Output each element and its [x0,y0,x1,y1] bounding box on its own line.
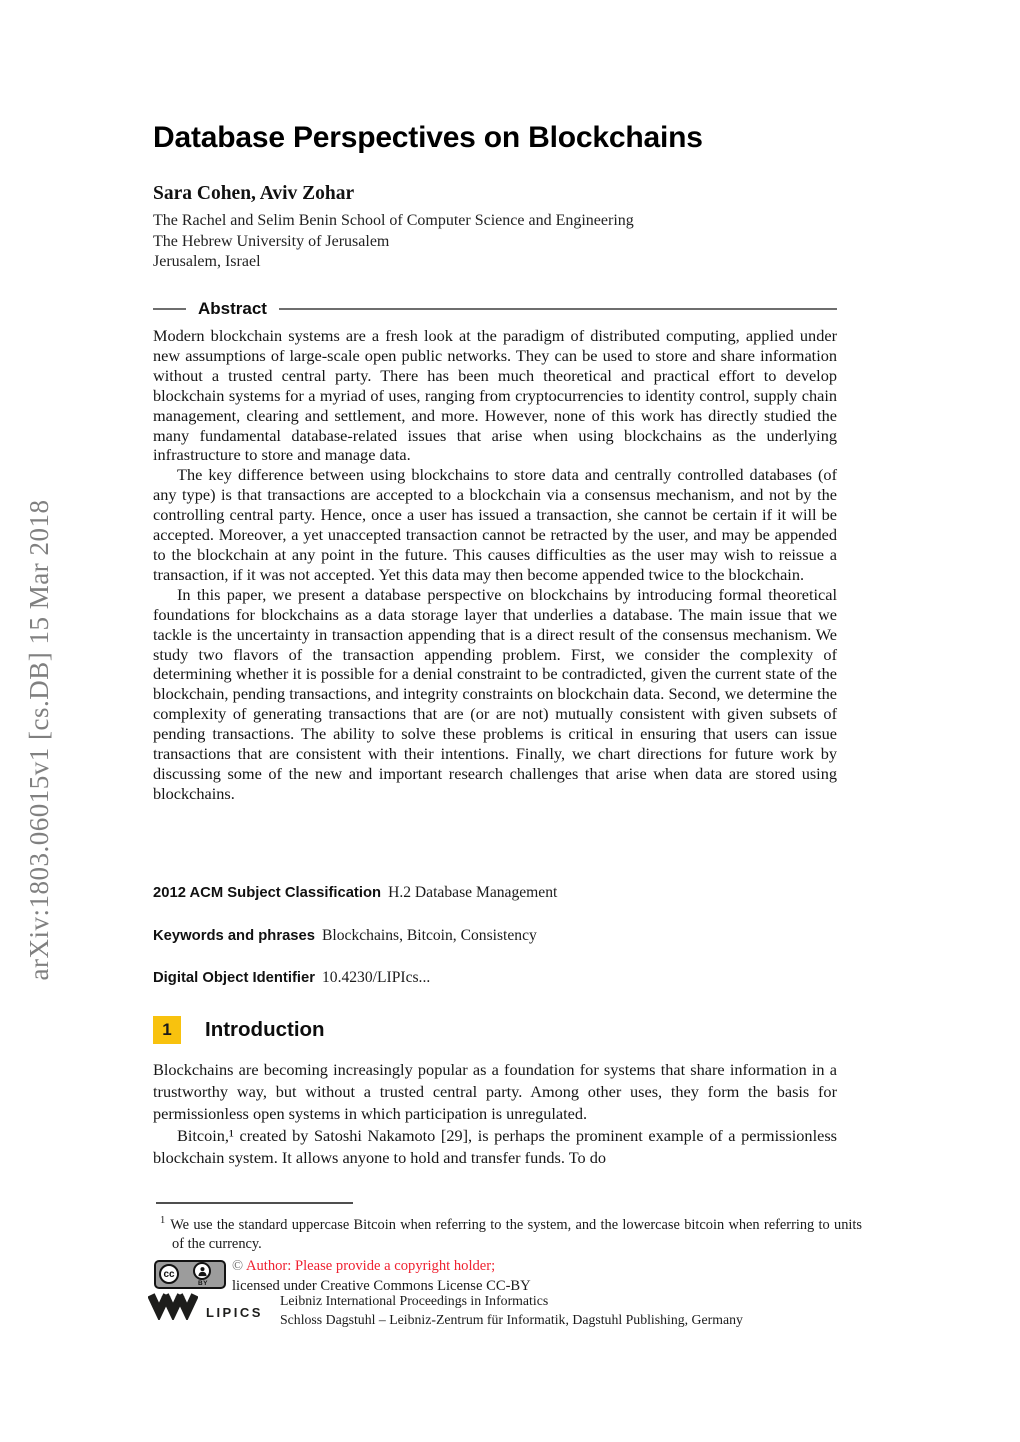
abstract-rule-right [279,308,837,310]
abstract-heading [153,300,837,317]
footnote-text: We use the standard uppercase Bitcoin when referring to the system, and the lowercase bitcoin when referring to units of the currency. [170,1216,862,1253]
abstract-label: Abstract [198,299,267,318]
keywords-label: Keywords and phrases [153,928,315,944]
footnote-rule [156,1202,353,1204]
paper-title: Database Perspectives on Blockchains [153,121,703,154]
lipics-line-1: Leibniz International Proceedings in Informatics [280,1293,549,1308]
intro-paragraph: Bitcoin,¹ created by Satoshi Nakamoto [29], is perhaps the prominent example of a permissionless blockchain system. It allows anyone to hold and transfer funds. To do [153,1126,837,1167]
lipics-wordmark: LIPICS [206,1305,263,1320]
abstract-rule-left [153,308,186,310]
keywords-row [153,927,837,945]
abstract-paragraph: In this paper, we present a database perspective on blockchains by introducing formal theoretical foundations for blockchains as a data storage layer that underlies a database. The main issue that we tackle is the uncertainty in transaction appending that is a direct result of the consensus mechanism. We study two flavors of the transaction appending problem. First, we consider the complexity of determining whether it is possible for a denial constraint to be contradicted, given the current state of the blockchain, pending transactions, and integrity constraints on blockchain data. Second, we determine the complexity of generating transactions that are (or are not) mutually consistent with given subsets of pending transactions. The ability to solve these problems is critical in ensuring that users can issue transactions that are consistent with their intentions. Finally, we chart directions for future work by discussing some of the new and important research challenges that arise when data are stored using blockchains. [153,584,837,803]
copyright-block [232,1257,792,1296]
lipics-logo-icon [148,1293,198,1320]
keywords-value: Blockchains, Bitcoin, Consistency [322,927,537,944]
intro-paragraph: Blockchains are becoming increasingly popular as a foundation for systems that share information in a trustworthy way, but without a trusted central party. Among other uses, they form the basis for permissionless open systems in which participation is unregulated. [153,1060,837,1123]
abstract-paragraph: Modern blockchain systems are a fresh look at the paradigm of distributed computing, applied under new assumptions of large-scale open public networks. They can be used to store and share information without a trusted central party. There has been much theoretical and practical effort to develop blockchain systems for a myriad of uses, ranging from cryptocurrencies to identity control, supply chain management, clearing and settlement, and more. However, none of this work has directly studied the many fundamental database-related issues that arise when using blockchains as the underlying infrastructure to store and manage data. [153,326,837,465]
footnote-marker: 1 [160,1215,166,1226]
abstract-body [153,326,837,804]
affiliation-line: The Rachel and Selim Benin School of Computer Science and Engineering [153,212,634,229]
section-heading-introduction [153,1016,837,1044]
paper-authors: Sara Cohen, Aviv Zohar [153,183,355,204]
doi-label: Digital Object Identifier [153,970,315,986]
doi-row [153,969,837,987]
affiliation-line: Jerusalem, Israel [153,253,261,270]
lipics-line-2: Schloss Dagstuhl – Leibniz-Zentrum für Informatik, Dagstuhl Publishing, Germany [280,1311,743,1327]
introduction-body [153,1059,837,1169]
copyright-symbol: © [232,1258,244,1274]
copyright-line [232,1257,792,1277]
abstract-paragraph: The key difference between using blockchains to store data and centrally controlled databases (of any type) is that transactions are accepted to a blockchain via a consensus mechanism, and not by the controlling central party. Hence, once a user has issued a transaction, she cannot be certain if it will be accepted. Moreover, a yet unaccepted transaction cannot be retracted by the user, and may be appended to the blockchain at any point in the future. This causes difficulties as the user may wish to reissue a transaction, if it was not accepted. Yet this data may then become appended twice to the blockchain. [153,465,837,584]
lipics-publisher-block [280,1292,880,1329]
acm-classification-value: H.2 Database Management [388,884,558,901]
license-line: licensed under Creative Commons License CC-BY [232,1277,531,1294]
cc-by-badge [154,1260,226,1289]
section-title: Introduction [205,1018,325,1041]
acm-classification-row [153,884,837,902]
footnote [153,1211,862,1255]
doi-value: 10.4230/LIPIcs... [321,969,431,986]
person-icon [193,1262,211,1280]
section-number-badge: 1 [153,1016,181,1044]
acm-classification-label: 2012 ACM Subject Classification [153,885,382,901]
arxiv-watermark: arXiv:1803.06015v1 [cs.DB] 15 Mar 2018 [24,499,54,981]
affiliation-line: The Hebrew University of Jerusalem [153,232,390,250]
cc-icon: cc [159,1264,179,1284]
lipics-logo [148,1293,263,1320]
copyright-notice: Author: Please provide a copyright holder; [245,1258,496,1274]
affiliation-block [153,211,835,273]
by-label: BY [197,1279,209,1287]
